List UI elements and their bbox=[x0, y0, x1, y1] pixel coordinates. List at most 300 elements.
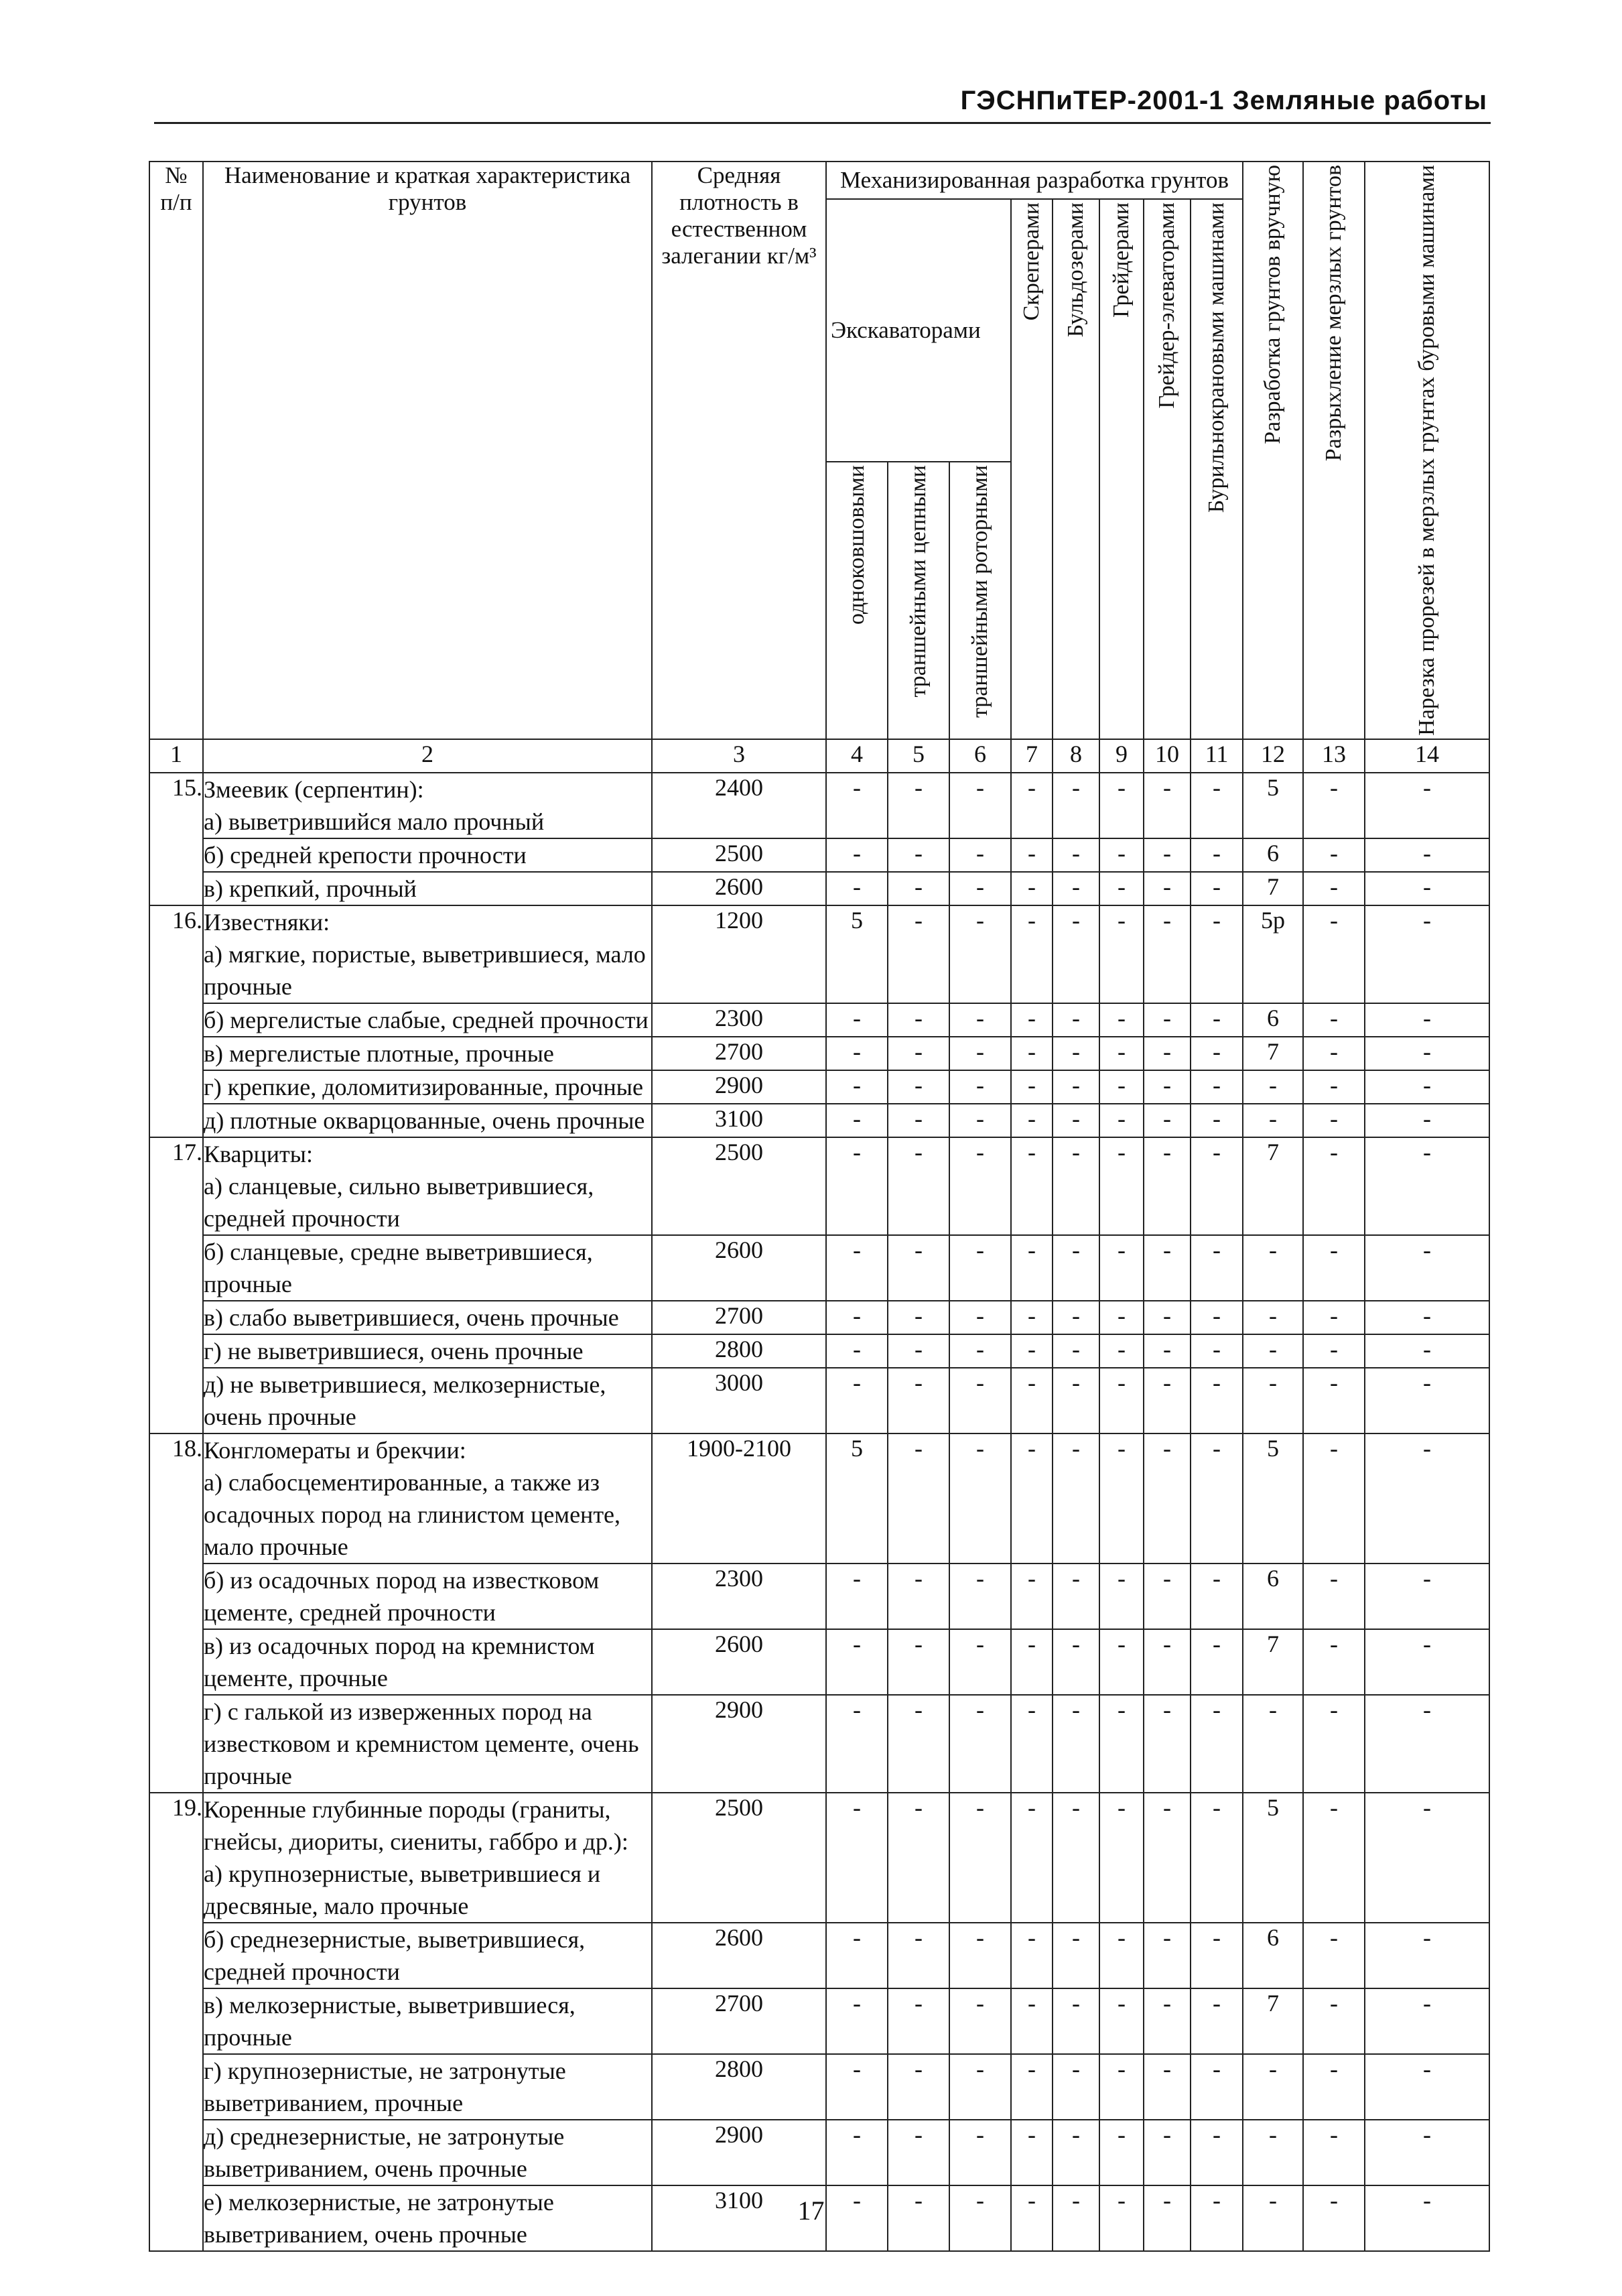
group-value-col-13: - bbox=[1303, 1003, 1365, 1037]
group-value-col-13: - bbox=[1303, 1104, 1365, 1137]
header-grader-elevators-label: Грейдер-элеваторами bbox=[1154, 202, 1179, 409]
column-number-row bbox=[149, 739, 1489, 773]
group-value-col-14: - bbox=[1365, 1104, 1489, 1137]
group-value-col-4: 5 bbox=[826, 1433, 888, 1564]
group-value-col-11: - bbox=[1191, 1433, 1243, 1564]
soil-name: в) из осадочных пород на кремнистом цементе, прочные bbox=[203, 1629, 652, 1695]
density-value: 1200 bbox=[652, 905, 826, 1003]
group-value-col-12: 6 bbox=[1243, 1003, 1303, 1037]
group-value-col-10: - bbox=[1144, 1037, 1191, 1070]
group-value-col-9: - bbox=[1099, 1988, 1144, 2054]
group-value-col-12: - bbox=[1243, 1695, 1303, 1793]
group-value-col-12: 7 bbox=[1243, 1988, 1303, 2054]
col-number: 6 bbox=[949, 739, 1011, 773]
group-value-col-5: - bbox=[888, 1793, 949, 1923]
group-value-col-5: - bbox=[888, 1695, 949, 1793]
group-value-col-9: - bbox=[1099, 1923, 1144, 1988]
table-row bbox=[149, 2120, 1489, 2185]
group-value-col-9: - bbox=[1099, 838, 1144, 872]
header-col-4 bbox=[826, 462, 888, 739]
header-col-12 bbox=[1243, 162, 1303, 739]
group-value-col-8: - bbox=[1053, 905, 1099, 1003]
row-number: 18. bbox=[149, 1433, 203, 1793]
group-value-col-7: - bbox=[1011, 1037, 1053, 1070]
group-value-col-5: - bbox=[888, 838, 949, 872]
group-value-col-6: - bbox=[949, 905, 1011, 1003]
group-value-col-9: - bbox=[1099, 1334, 1144, 1368]
group-value-col-12: 7 bbox=[1243, 1037, 1303, 1070]
header-col-14 bbox=[1365, 162, 1489, 739]
group-value-col-14: - bbox=[1365, 1137, 1489, 1235]
group-value-col-7: - bbox=[1011, 1695, 1053, 1793]
group-value-col-12: - bbox=[1243, 2185, 1303, 2251]
soil-name: е) мелкозернистые, не затронутые выветриванием, очень прочные bbox=[203, 2185, 652, 2251]
header-manual-label: Разработка грунтов вручную bbox=[1260, 165, 1286, 444]
soil-name: б) среднезернистые, выветрившиеся, средней прочности bbox=[203, 1923, 652, 1988]
group-value-col-4: - bbox=[826, 1629, 888, 1695]
group-value-col-9: - bbox=[1099, 2120, 1144, 2185]
group-value-col-14: - bbox=[1365, 905, 1489, 1003]
group-value-col-5: - bbox=[888, 1564, 949, 1629]
group-value-col-14: - bbox=[1365, 1334, 1489, 1368]
group-value-col-14: - bbox=[1365, 1070, 1489, 1104]
group-value-col-11: - bbox=[1191, 1695, 1243, 1793]
group-value-col-13: - bbox=[1303, 1334, 1365, 1368]
group-value-col-12: - bbox=[1243, 1301, 1303, 1334]
group-value-col-5: - bbox=[888, 1070, 949, 1104]
soil-name: Кварциты: а) сланцевые, сильно выветрившиеся, средней прочности bbox=[203, 1137, 652, 1235]
group-value-col-6: - bbox=[949, 1368, 1011, 1433]
col-number: 11 bbox=[1191, 739, 1243, 773]
group-value-col-8: - bbox=[1053, 1334, 1099, 1368]
group-value-col-9: - bbox=[1099, 1629, 1144, 1695]
group-value-col-14: - bbox=[1365, 2120, 1489, 2185]
group-value-col-10: - bbox=[1144, 1301, 1191, 1334]
group-value-col-13: - bbox=[1303, 1137, 1365, 1235]
soil-name: Известняки: а) мягкие, пористые, выветрившиеся, мало прочные bbox=[203, 905, 652, 1003]
group-value-col-13: - bbox=[1303, 1564, 1365, 1629]
table-row bbox=[149, 1070, 1489, 1104]
group-value-col-8: - bbox=[1053, 1037, 1099, 1070]
group-value-col-10: - bbox=[1144, 1923, 1191, 1988]
group-value-col-13: - bbox=[1303, 2120, 1365, 2185]
group-value-col-13: - bbox=[1303, 872, 1365, 905]
group-value-col-6: - bbox=[949, 1301, 1011, 1334]
soil-name: б) средней крепости прочности bbox=[203, 838, 652, 872]
table-row bbox=[149, 872, 1489, 905]
group-value-col-11: - bbox=[1191, 905, 1243, 1003]
table-row bbox=[149, 1037, 1489, 1070]
density-value: 3000 bbox=[652, 1368, 826, 1433]
table-row bbox=[149, 1923, 1489, 1988]
group-value-col-14: - bbox=[1365, 2054, 1489, 2120]
group-value-col-6: - bbox=[949, 1137, 1011, 1235]
group-value-col-10: - bbox=[1144, 1629, 1191, 1695]
group-value-col-10: - bbox=[1144, 1070, 1191, 1104]
density-value: 1900-2100 bbox=[652, 1433, 826, 1564]
group-value-col-4: - bbox=[826, 1235, 888, 1301]
group-value-col-8: - bbox=[1053, 1003, 1099, 1037]
group-value-col-5: - bbox=[888, 1003, 949, 1037]
group-value-col-4: - bbox=[826, 872, 888, 905]
group-value-col-10: - bbox=[1144, 1433, 1191, 1564]
density-value: 2600 bbox=[652, 1629, 826, 1695]
group-value-col-5: - bbox=[888, 872, 949, 905]
group-value-col-4: 5 bbox=[826, 905, 888, 1003]
header-trench-chain-label: траншейными цепными bbox=[906, 465, 931, 698]
group-value-col-6: - bbox=[949, 1037, 1011, 1070]
group-value-col-13: - bbox=[1303, 773, 1365, 838]
group-value-col-4: - bbox=[826, 1137, 888, 1235]
density-value: 3100 bbox=[652, 1104, 826, 1137]
table-row bbox=[149, 1564, 1489, 1629]
density-value: 3100 bbox=[652, 2185, 826, 2251]
table-row bbox=[149, 1104, 1489, 1137]
group-value-col-14: - bbox=[1365, 1695, 1489, 1793]
soil-table bbox=[149, 161, 1490, 2252]
header-rule bbox=[154, 122, 1491, 124]
group-value-col-10: - bbox=[1144, 1137, 1191, 1235]
row-number: 19. bbox=[149, 1793, 203, 2251]
group-value-col-9: - bbox=[1099, 1301, 1144, 1334]
header-col-13 bbox=[1303, 162, 1365, 739]
group-value-col-4: - bbox=[826, 838, 888, 872]
group-value-col-10: - bbox=[1144, 872, 1191, 905]
row-number: 15. bbox=[149, 773, 203, 905]
group-value-col-14: - bbox=[1365, 1433, 1489, 1564]
group-value-col-5: - bbox=[888, 773, 949, 838]
group-value-col-12: 5р bbox=[1243, 905, 1303, 1003]
group-value-col-10: - bbox=[1144, 1334, 1191, 1368]
col-number: 12 bbox=[1243, 739, 1303, 773]
soil-name: б) из осадочных пород на известковом цементе, средней прочности bbox=[203, 1564, 652, 1629]
col-number: 8 bbox=[1053, 739, 1099, 773]
group-value-col-7: - bbox=[1011, 1003, 1053, 1037]
group-value-col-8: - bbox=[1053, 1104, 1099, 1137]
group-value-col-11: - bbox=[1191, 1988, 1243, 2054]
header-col-5 bbox=[888, 462, 949, 739]
group-value-col-14: - bbox=[1365, 1793, 1489, 1923]
group-value-col-12: - bbox=[1243, 1368, 1303, 1433]
table-row bbox=[149, 1433, 1489, 1564]
group-value-col-5: - bbox=[888, 905, 949, 1003]
soil-name: Коренные глубинные породы (граниты, гнейсы, диориты, сиениты, габбро и др.): а) крупнозернистые, выветрившиеся и дресвяные, мало прочные bbox=[203, 1793, 652, 1923]
group-value-col-11: - bbox=[1191, 1629, 1243, 1695]
header-col-6 bbox=[949, 462, 1011, 739]
density-value: 2600 bbox=[652, 1923, 826, 1988]
group-value-col-7: - bbox=[1011, 1629, 1053, 1695]
density-value: 2700 bbox=[652, 1988, 826, 2054]
soil-name: г) крепкие, доломитизированные, прочные bbox=[203, 1070, 652, 1104]
col-number: 14 bbox=[1365, 739, 1489, 773]
group-value-col-8: - bbox=[1053, 872, 1099, 905]
group-value-col-8: - bbox=[1053, 1301, 1099, 1334]
group-value-col-6: - bbox=[949, 1433, 1011, 1564]
table-head bbox=[149, 162, 1489, 773]
col-number: 2 bbox=[203, 739, 652, 773]
group-value-col-9: - bbox=[1099, 1793, 1144, 1923]
group-value-col-12: 7 bbox=[1243, 1629, 1303, 1695]
density-value: 2900 bbox=[652, 2120, 826, 2185]
group-value-col-10: - bbox=[1144, 905, 1191, 1003]
group-value-col-10: - bbox=[1144, 773, 1191, 838]
group-value-col-6: - bbox=[949, 1334, 1011, 1368]
soil-name: Змеевик (серпентин): а) выветрившийся мало прочный bbox=[203, 773, 652, 838]
group-value-col-7: - bbox=[1011, 1070, 1053, 1104]
group-value-col-12: 6 bbox=[1243, 838, 1303, 872]
table-row bbox=[149, 1137, 1489, 1235]
group-value-col-9: - bbox=[1099, 1695, 1144, 1793]
col-number: 3 bbox=[652, 739, 826, 773]
group-value-col-13: - bbox=[1303, 1301, 1365, 1334]
group-value-col-13: - bbox=[1303, 1988, 1365, 2054]
group-value-col-7: - bbox=[1011, 1564, 1053, 1629]
density-value: 2400 bbox=[652, 773, 826, 838]
group-value-col-11: - bbox=[1191, 1564, 1243, 1629]
group-value-col-11: - bbox=[1191, 1368, 1243, 1433]
group-value-col-6: - bbox=[949, 773, 1011, 838]
group-value-col-8: - bbox=[1053, 2185, 1099, 2251]
header-density: Средняя плотность в естественном залегании кг/м³ bbox=[652, 162, 826, 739]
group-value-col-10: - bbox=[1144, 1793, 1191, 1923]
group-value-col-11: - bbox=[1191, 1923, 1243, 1988]
group-value-col-11: - bbox=[1191, 1793, 1243, 1923]
group-value-col-11: - bbox=[1191, 1301, 1243, 1334]
group-value-col-5: - bbox=[888, 1988, 949, 2054]
group-value-col-9: - bbox=[1099, 2054, 1144, 2120]
header-col-10 bbox=[1144, 199, 1191, 739]
group-value-col-13: - bbox=[1303, 2185, 1365, 2251]
group-value-col-14: - bbox=[1365, 1301, 1489, 1334]
group-value-col-11: - bbox=[1191, 1334, 1243, 1368]
group-value-col-13: - bbox=[1303, 1629, 1365, 1695]
group-value-col-6: - bbox=[949, 1695, 1011, 1793]
group-value-col-7: - bbox=[1011, 905, 1053, 1003]
density-value: 2600 bbox=[652, 872, 826, 905]
soil-name: в) слабо выветрившиеся, очень прочные bbox=[203, 1301, 652, 1334]
density-value: 2800 bbox=[652, 2054, 826, 2120]
group-value-col-9: - bbox=[1099, 1037, 1144, 1070]
table-row bbox=[149, 1301, 1489, 1334]
group-value-col-8: - bbox=[1053, 1793, 1099, 1923]
group-value-col-10: - bbox=[1144, 1988, 1191, 2054]
soil-name: д) среднезернистые, не затронутые выветриванием, очень прочные bbox=[203, 2120, 652, 2185]
group-value-col-13: - bbox=[1303, 1070, 1365, 1104]
table-row bbox=[149, 838, 1489, 872]
group-value-col-6: - bbox=[949, 1235, 1011, 1301]
group-value-col-13: - bbox=[1303, 1235, 1365, 1301]
group-value-col-12: - bbox=[1243, 1334, 1303, 1368]
group-value-col-7: - bbox=[1011, 838, 1053, 872]
group-value-col-13: - bbox=[1303, 1368, 1365, 1433]
header-bulldozers-label: Бульдозерами bbox=[1063, 202, 1088, 338]
group-value-col-8: - bbox=[1053, 1368, 1099, 1433]
group-value-col-11: - bbox=[1191, 2120, 1243, 2185]
group-value-col-7: - bbox=[1011, 1988, 1053, 2054]
group-value-col-5: - bbox=[888, 1334, 949, 1368]
header-single-bucket-label: одноковшовыми bbox=[844, 465, 869, 625]
group-value-col-8: - bbox=[1053, 1433, 1099, 1564]
group-value-col-7: - bbox=[1011, 1793, 1053, 1923]
group-value-col-12: - bbox=[1243, 2120, 1303, 2185]
group-value-col-5: - bbox=[888, 1235, 949, 1301]
group-value-col-6: - bbox=[949, 1629, 1011, 1695]
density-value: 2600 bbox=[652, 1235, 826, 1301]
group-value-col-13: - bbox=[1303, 1037, 1365, 1070]
group-value-col-14: - bbox=[1365, 1368, 1489, 1433]
density-value: 2800 bbox=[652, 1334, 826, 1368]
col-number: 10 bbox=[1144, 739, 1191, 773]
group-value-col-12: - bbox=[1243, 1235, 1303, 1301]
group-value-col-9: - bbox=[1099, 1104, 1144, 1137]
group-value-col-14: - bbox=[1365, 1003, 1489, 1037]
group-value-col-6: - bbox=[949, 1104, 1011, 1137]
group-value-col-6: - bbox=[949, 1003, 1011, 1037]
soil-name: б) мергелистые слабые, средней прочности bbox=[203, 1003, 652, 1037]
group-value-col-4: - bbox=[826, 2185, 888, 2251]
group-value-col-8: - bbox=[1053, 1564, 1099, 1629]
group-value-col-10: - bbox=[1144, 1695, 1191, 1793]
soil-name: в) мелкозернистые, выветрившиеся, прочные bbox=[203, 1988, 652, 2054]
group-value-col-4: - bbox=[826, 1368, 888, 1433]
soil-name: Конгломераты и брекчии: а) слабосцементированные, а также из осадочных пород на глинистом цементе, мало прочные bbox=[203, 1433, 652, 1564]
group-value-col-13: - bbox=[1303, 838, 1365, 872]
density-value: 2900 bbox=[652, 1070, 826, 1104]
group-value-col-4: - bbox=[826, 1037, 888, 1070]
density-value: 2500 bbox=[652, 1793, 826, 1923]
group-value-col-9: - bbox=[1099, 905, 1144, 1003]
density-value: 2700 bbox=[652, 1037, 826, 1070]
header-excavators: Экскаваторами bbox=[826, 199, 1011, 462]
group-value-col-4: - bbox=[826, 1070, 888, 1104]
group-value-col-8: - bbox=[1053, 2120, 1099, 2185]
group-value-col-14: - bbox=[1365, 872, 1489, 905]
group-value-col-6: - bbox=[949, 2185, 1011, 2251]
group-value-col-12: 6 bbox=[1243, 1564, 1303, 1629]
group-value-col-4: - bbox=[826, 1003, 888, 1037]
group-value-col-8: - bbox=[1053, 838, 1099, 872]
group-value-col-13: - bbox=[1303, 1433, 1365, 1564]
group-value-col-4: - bbox=[826, 2120, 888, 2185]
row-number: 17. bbox=[149, 1137, 203, 1433]
soil-name: в) мергелистые плотные, прочные bbox=[203, 1037, 652, 1070]
group-value-col-7: - bbox=[1011, 1334, 1053, 1368]
group-value-col-12: 6 bbox=[1243, 1923, 1303, 1988]
group-value-col-10: - bbox=[1144, 1235, 1191, 1301]
running-header: ГЭСНПиТЕР-2001-1 Земляные работы bbox=[960, 86, 1487, 115]
group-value-col-14: - bbox=[1365, 1988, 1489, 2054]
group-value-col-7: - bbox=[1011, 2120, 1053, 2185]
density-value: 2500 bbox=[652, 838, 826, 872]
group-value-col-6: - bbox=[949, 1793, 1011, 1923]
table-row bbox=[149, 1368, 1489, 1433]
group-value-col-6: - bbox=[949, 2054, 1011, 2120]
header-col-8 bbox=[1053, 199, 1099, 739]
group-value-col-11: - bbox=[1191, 1070, 1243, 1104]
header-col-11 bbox=[1191, 199, 1243, 739]
header-no: № п/п bbox=[149, 162, 203, 739]
group-value-col-12: 7 bbox=[1243, 872, 1303, 905]
group-value-col-4: - bbox=[826, 1104, 888, 1137]
header-col-7 bbox=[1011, 199, 1053, 739]
page-number: 17 bbox=[797, 2195, 825, 2226]
group-value-col-13: - bbox=[1303, 905, 1365, 1003]
group-value-col-12: - bbox=[1243, 1070, 1303, 1104]
table-row bbox=[149, 1793, 1489, 1923]
table-row bbox=[149, 1629, 1489, 1695]
group-value-col-6: - bbox=[949, 1564, 1011, 1629]
header-mechanized: Механизированная разработка грунтов bbox=[826, 162, 1243, 199]
table-row bbox=[149, 2054, 1489, 2120]
group-value-col-11: - bbox=[1191, 838, 1243, 872]
group-value-col-11: - bbox=[1191, 1137, 1243, 1235]
soil-name: д) не выветрившиеся, мелкозернистые, очень прочные bbox=[203, 1368, 652, 1433]
group-value-col-7: - bbox=[1011, 2054, 1053, 2120]
group-value-col-7: - bbox=[1011, 1235, 1053, 1301]
header-graders-label: Грейдерами bbox=[1109, 202, 1134, 318]
header-name: Наименование и краткая характеристика грунтов bbox=[203, 162, 652, 739]
group-value-col-10: - bbox=[1144, 2120, 1191, 2185]
group-value-col-14: - bbox=[1365, 1629, 1489, 1695]
header-col-9 bbox=[1099, 199, 1144, 739]
group-value-col-6: - bbox=[949, 872, 1011, 905]
row-number: 16. bbox=[149, 905, 203, 1137]
group-value-col-7: - bbox=[1011, 1368, 1053, 1433]
group-value-col-11: - bbox=[1191, 1003, 1243, 1037]
group-value-col-8: - bbox=[1053, 1235, 1099, 1301]
group-value-col-5: - bbox=[888, 1923, 949, 1988]
col-number: 13 bbox=[1303, 739, 1365, 773]
col-number: 4 bbox=[826, 739, 888, 773]
group-value-col-5: - bbox=[888, 1137, 949, 1235]
group-value-col-4: - bbox=[826, 1923, 888, 1988]
group-value-col-13: - bbox=[1303, 1695, 1365, 1793]
soil-name: б) сланцевые, средне выветрившиеся, прочные bbox=[203, 1235, 652, 1301]
group-value-col-12: 5 bbox=[1243, 1433, 1303, 1564]
group-value-col-6: - bbox=[949, 838, 1011, 872]
group-value-col-7: - bbox=[1011, 1104, 1053, 1137]
header-drilling-label: Нарезка прорезей в мерзлых грунтах буровыми машинами bbox=[1414, 165, 1440, 736]
group-value-col-9: - bbox=[1099, 773, 1144, 838]
group-value-col-5: - bbox=[888, 2054, 949, 2120]
group-value-col-7: - bbox=[1011, 872, 1053, 905]
group-value-col-12: - bbox=[1243, 1104, 1303, 1137]
group-value-col-8: - bbox=[1053, 1988, 1099, 2054]
group-value-col-5: - bbox=[888, 1037, 949, 1070]
group-value-col-10: - bbox=[1144, 838, 1191, 872]
group-value-col-13: - bbox=[1303, 2054, 1365, 2120]
group-value-col-11: - bbox=[1191, 1104, 1243, 1137]
group-value-col-5: - bbox=[888, 1368, 949, 1433]
group-value-col-8: - bbox=[1053, 1695, 1099, 1793]
group-value-col-10: - bbox=[1144, 1104, 1191, 1137]
group-value-col-5: - bbox=[888, 1104, 949, 1137]
group-value-col-7: - bbox=[1011, 1137, 1053, 1235]
group-value-col-4: - bbox=[826, 1695, 888, 1793]
group-value-col-12: 5 bbox=[1243, 773, 1303, 838]
group-value-col-4: - bbox=[826, 1988, 888, 2054]
soil-name: г) с галькой из изверженных пород на известковом и кремнистом цементе, очень прочные bbox=[203, 1695, 652, 1793]
group-value-col-9: - bbox=[1099, 1070, 1144, 1104]
group-value-col-5: - bbox=[888, 1301, 949, 1334]
header-drill-cranes-label: Бурильнокрановыми машинами bbox=[1204, 202, 1229, 513]
density-value: 2900 bbox=[652, 1695, 826, 1793]
group-value-col-10: - bbox=[1144, 1564, 1191, 1629]
group-value-col-9: - bbox=[1099, 1433, 1144, 1564]
group-value-col-5: - bbox=[888, 1433, 949, 1564]
group-value-col-7: - bbox=[1011, 2185, 1053, 2251]
group-value-col-7: - bbox=[1011, 1433, 1053, 1564]
